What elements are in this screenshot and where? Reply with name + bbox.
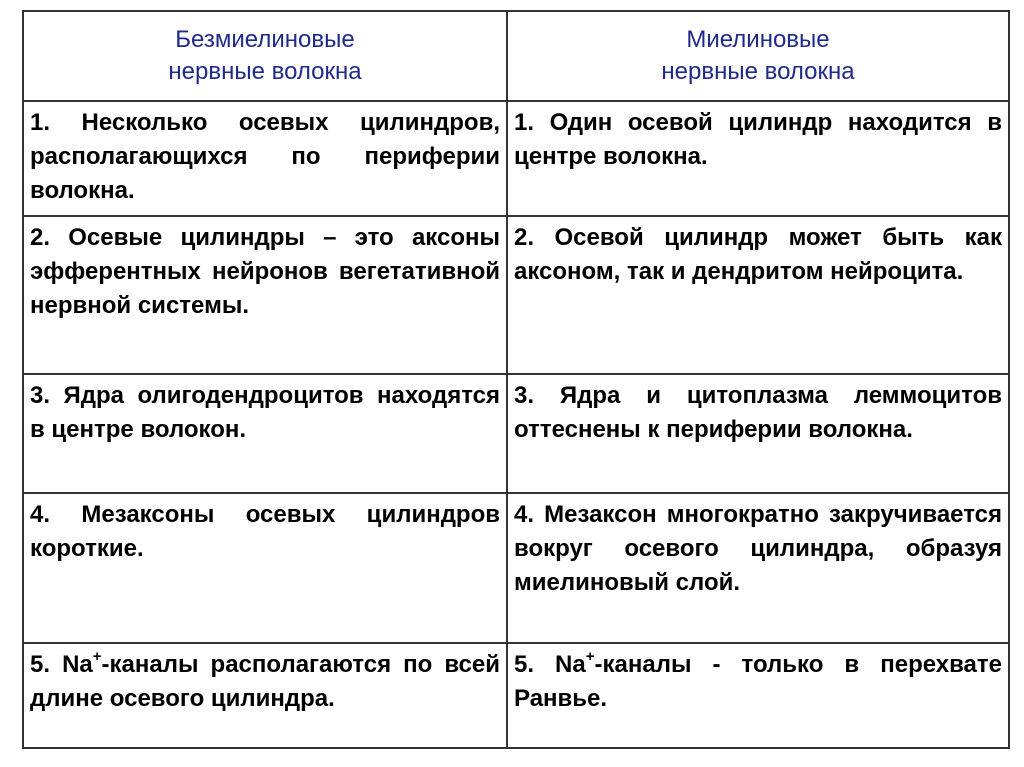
cell-unmyelinated-5-sup: + [92, 648, 102, 665]
header-myelinated [507, 11, 1009, 101]
cell-myelinated-5 [507, 643, 1009, 748]
table-row [23, 374, 1009, 493]
cell-myelinated-5-prefix: 5. Na [514, 651, 586, 678]
comparison-table [22, 10, 1010, 749]
cell-unmyelinated-5 [23, 643, 507, 748]
table-row [23, 216, 1009, 374]
table-row [23, 493, 1009, 643]
header-myelinated-line2: нервные волокна [661, 58, 855, 85]
cell-unmyelinated-5-suffix: -каналы располагаются по всей длине осевого цилиндра. [30, 651, 500, 712]
cell-myelinated-4: 4. Мезаксон многократно закручивается вокруг осевого цилиндра, образуя миелиновый слой. [507, 493, 1009, 643]
cell-myelinated-3: 3. Ядра и цитоплазма леммоцитов оттеснены к периферии волокна. [507, 374, 1009, 493]
table-header-row [23, 11, 1009, 101]
header-unmyelinated-line1: Безмиелиновые [175, 26, 355, 53]
header-myelinated-line1: Миелиновые [686, 26, 830, 53]
header-unmyelinated-line2: нервные волокна [168, 58, 362, 85]
cell-myelinated-5-sup: + [585, 648, 595, 665]
cell-unmyelinated-4: 4. Мезаксоны осевых цилиндров короткие. [23, 493, 507, 643]
table-row [23, 643, 1009, 748]
cell-unmyelinated-5-prefix: 5. Na [30, 651, 93, 678]
cell-unmyelinated-3: 3. Ядра олигодендроцитов находятся в центре волокон. [23, 374, 507, 493]
cell-unmyelinated-1: 1. Несколько осевых цилиндров, располагающихся по периферии волокна. [23, 101, 507, 216]
cell-unmyelinated-2: 2. Осевые цилиндры – это аксоны эфферентных нейронов вегетативной нервной системы. [23, 216, 507, 374]
header-unmyelinated [23, 11, 507, 101]
cell-myelinated-2: 2. Осевой цилиндр может быть как аксоном, так и дендритом нейроцита. [507, 216, 1009, 374]
table-row [23, 101, 1009, 216]
cell-myelinated-5-suffix: -каналы - только в перехвате Ранвье. [514, 651, 1002, 712]
cell-myelinated-1: 1. Один осевой цилиндр находится в центре волокна. [507, 101, 1009, 216]
